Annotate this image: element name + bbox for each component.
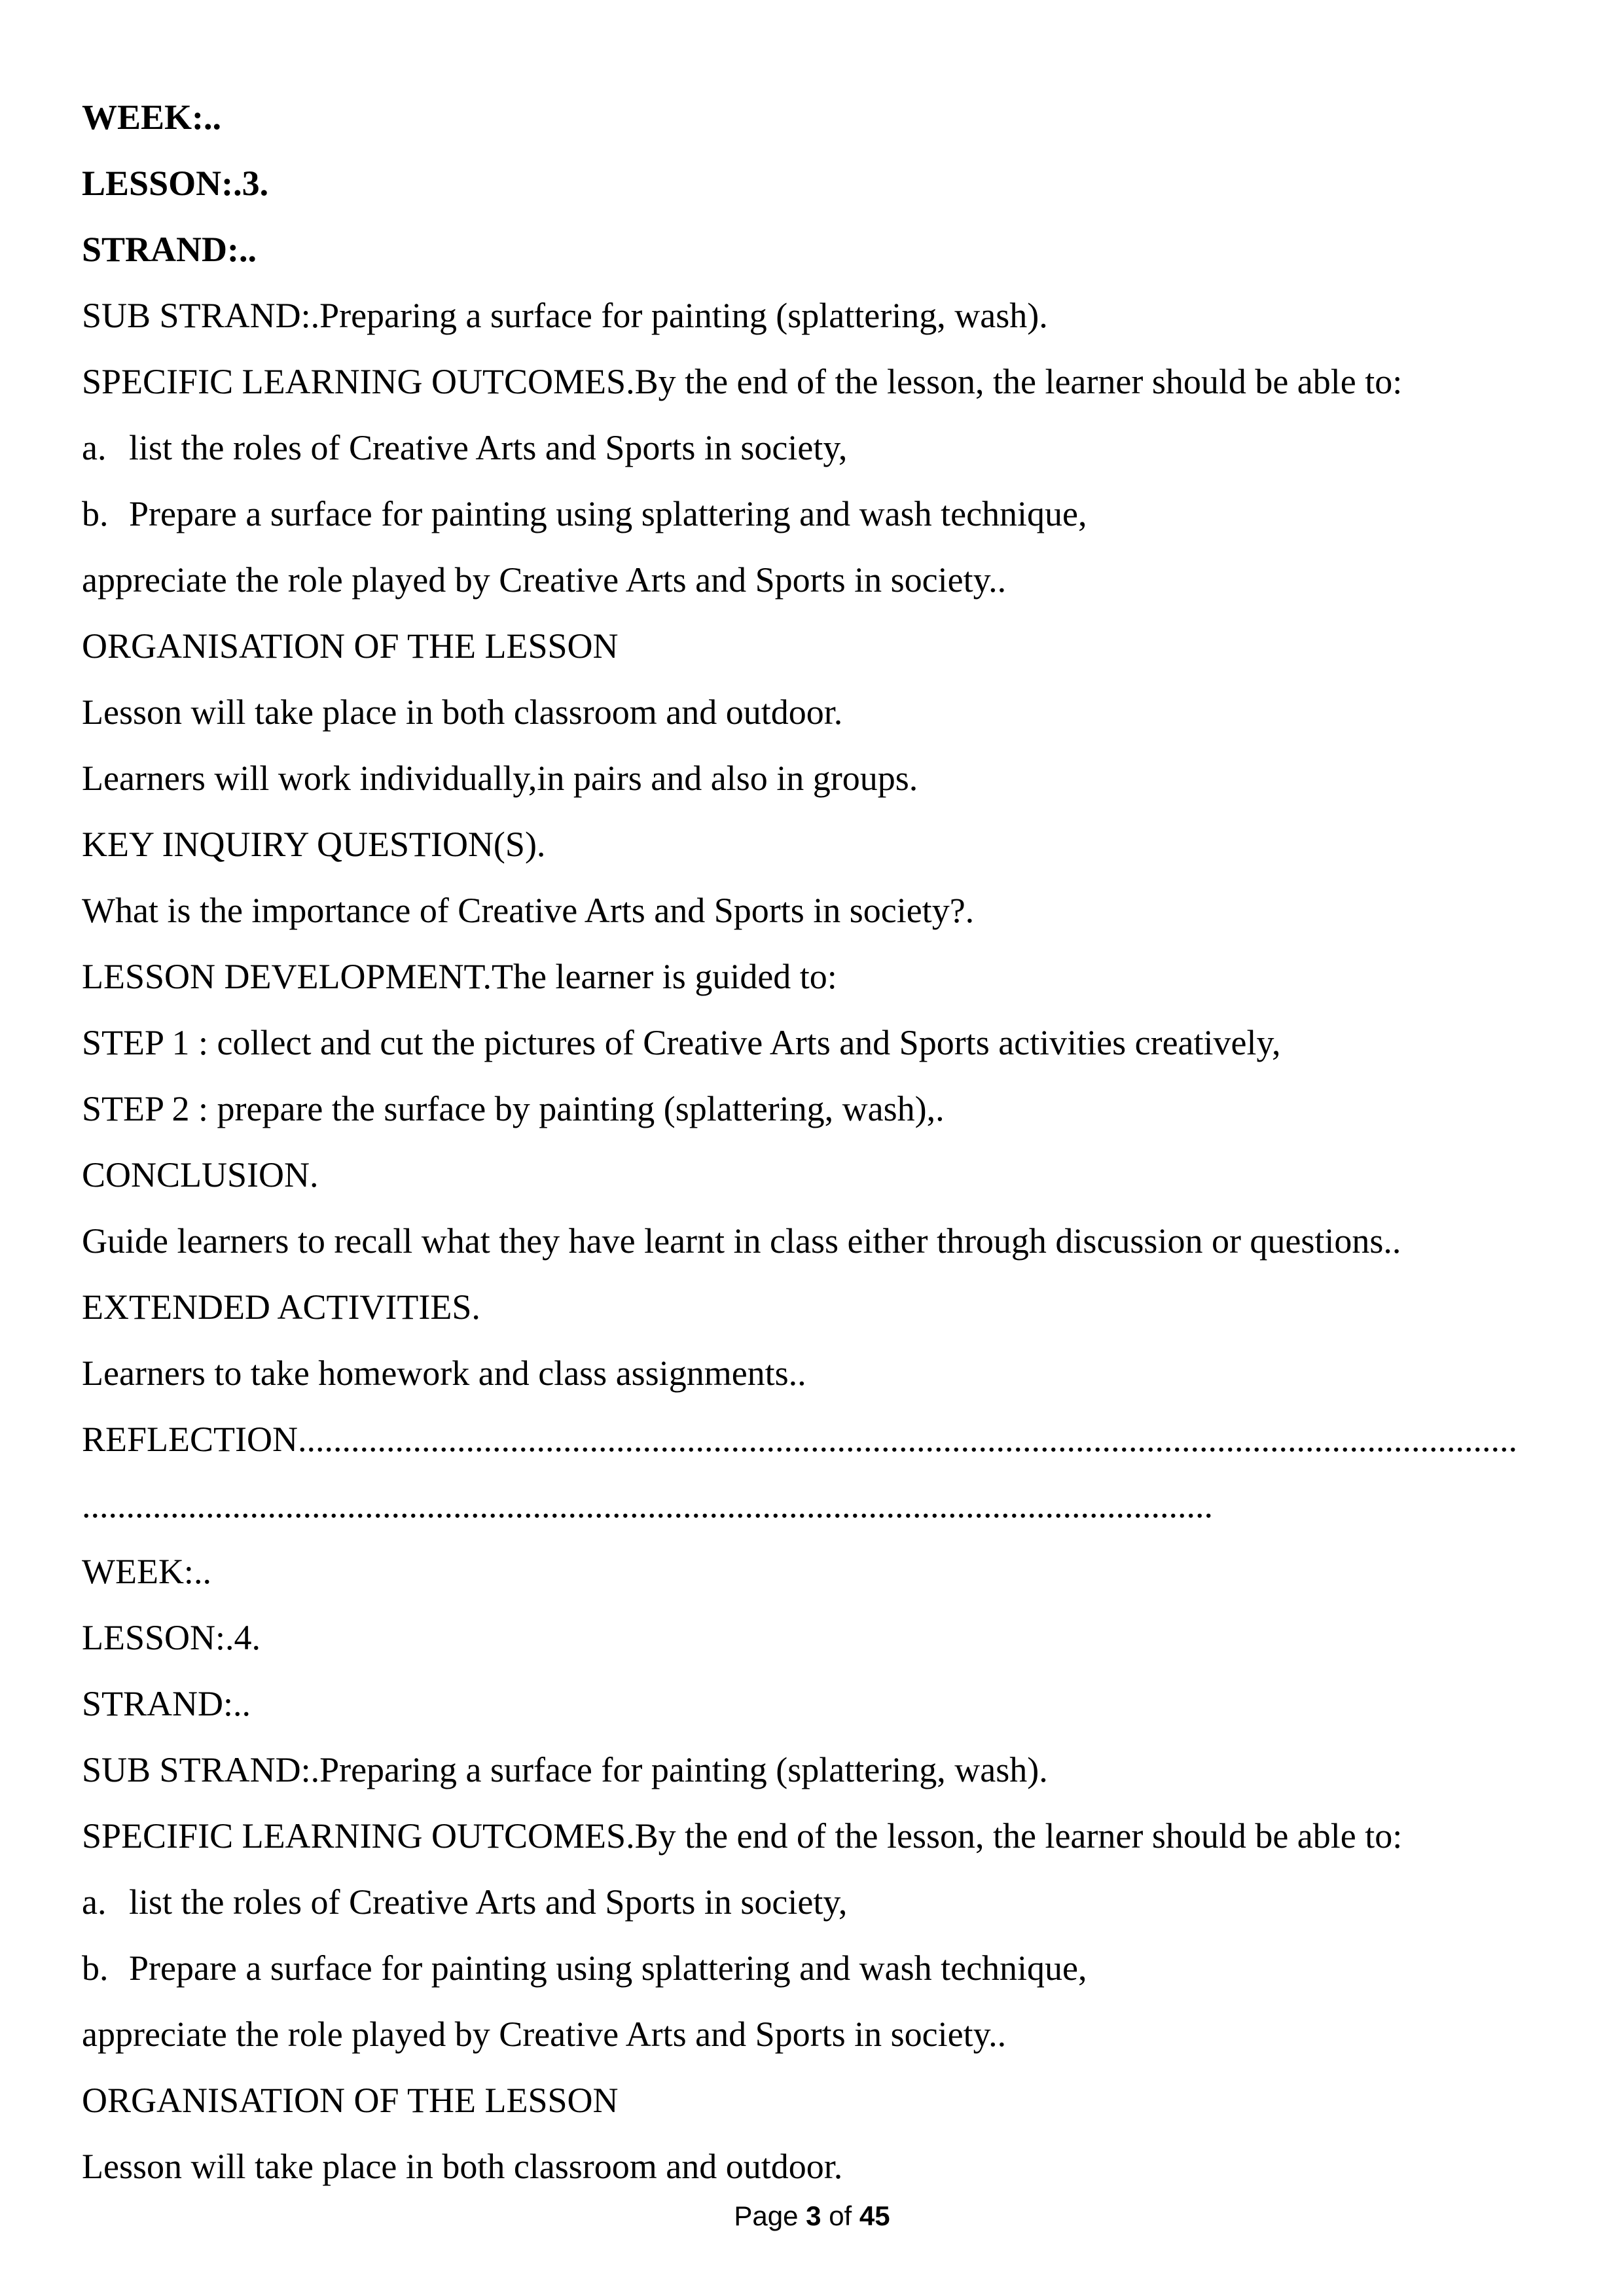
- lesson4-outcomes-heading: SPECIFIC LEARNING OUTCOMES.By the end of the lesson, the learner should be able to:: [82, 1816, 1403, 1856]
- list-marker-b: b.: [82, 1948, 109, 1988]
- outcome-a-text: list the roles of Creative Arts and Sports in society,: [129, 428, 848, 467]
- lesson4-organisation-line-1: Lesson will take place in both classroom and outdoor.: [82, 2147, 843, 2186]
- lesson3-step-1: STEP 1 : collect and cut the pictures of Creative Arts and Sports activities creatively,: [82, 1023, 1281, 1062]
- list-marker-a: a.: [82, 428, 107, 467]
- outcome-a-text: list the roles of Creative Arts and Sports in society,: [129, 1882, 848, 1922]
- lesson3-strand-label: STRAND:..: [82, 230, 257, 269]
- footer-of-word: of: [829, 2200, 852, 2231]
- lesson3-conclusion-heading: CONCLUSION.: [82, 1155, 319, 1194]
- lesson3-reflection-dotted-line: [82, 1407, 1532, 1473]
- lesson4-organisation-heading: ORGANISATION OF THE LESSON: [82, 2081, 619, 2120]
- lesson3-development-heading: LESSON DEVELOPMENT.The learner is guided to:: [82, 957, 837, 996]
- lesson3-outcome-item-a: [82, 415, 1532, 481]
- lesson3-sub-strand: SUB STRAND:.Preparing a surface for painting (splattering, wash).: [82, 296, 1048, 335]
- lesson3-outcome-item-b: [82, 481, 1532, 547]
- list-marker-a: a.: [82, 1882, 107, 1922]
- lesson4-sub-strand: SUB STRAND:.Preparing a surface for painting (splattering, wash).: [82, 1750, 1048, 1789]
- outcome-b-text: Prepare a surface for painting using splattering and wash technique,: [129, 494, 1087, 533]
- footer-page-number: 3: [806, 2200, 821, 2231]
- lesson3-extended-activities-text: Learners to take homework and class assignments..: [82, 1354, 806, 1393]
- lesson4-outcome-appreciate: appreciate the role played by Creative Arts and Sports in society..: [82, 2015, 1007, 2054]
- lesson4-outcome-item-b: [82, 1935, 1532, 2001]
- lesson3-outcomes-heading: SPECIFIC LEARNING OUTCOMES.By the end of the lesson, the learner should be able to:: [82, 362, 1403, 401]
- lesson3-organisation-heading: ORGANISATION OF THE LESSON: [82, 626, 619, 666]
- outcome-b-text: Prepare a surface for painting using splattering and wash technique,: [129, 1948, 1087, 1988]
- lesson3-step-2: STEP 2 : prepare the surface by painting (splattering, wash),.: [82, 1089, 945, 1128]
- footer-total-pages: 45: [859, 2200, 890, 2231]
- list-marker-b: b.: [82, 494, 109, 533]
- page-footer: [0, 2200, 1624, 2232]
- lesson3-organisation-line-1: Lesson will take place in both classroom and outdoor.: [82, 692, 843, 732]
- lesson4-lesson-label: LESSON:.4.: [82, 1618, 261, 1657]
- lesson3-organisation-line-2: Learners will work individually,in pairs and also in groups.: [82, 759, 918, 798]
- lesson3-lesson-label: LESSON:.3.: [82, 164, 269, 203]
- lesson3-outcome-appreciate: appreciate the role played by Creative Arts and Sports in society..: [82, 560, 1007, 600]
- lesson3-key-inquiry-question: What is the importance of Creative Arts and Sports in society?.: [82, 891, 975, 930]
- reflection-dots: ..........................................................................................................................................: [298, 1420, 1517, 1459]
- reflection-label: REFLECTION: [82, 1420, 298, 1459]
- lesson4-strand-label: STRAND:..: [82, 1684, 251, 1723]
- lesson4-week-label: WEEK:..: [82, 1552, 211, 1591]
- lesson3-conclusion-text: Guide learners to recall what they have learnt in class either through discussion or questions..: [82, 1221, 1401, 1261]
- footer-page-word: Page: [734, 2200, 799, 2231]
- lesson3-reflection-dots-line-2: ................................................................................................................................: [82, 1486, 1213, 1525]
- lesson-plan-text: [82, 84, 1532, 2200]
- lesson3-week-label: WEEK:..: [82, 98, 222, 137]
- lesson3-extended-activities-heading: EXTENDED ACTIVITIES.: [82, 1287, 480, 1327]
- lesson3-key-inquiry-heading: KEY INQUIRY QUESTION(S).: [82, 825, 546, 864]
- lesson4-outcome-item-a: [82, 1869, 1532, 1935]
